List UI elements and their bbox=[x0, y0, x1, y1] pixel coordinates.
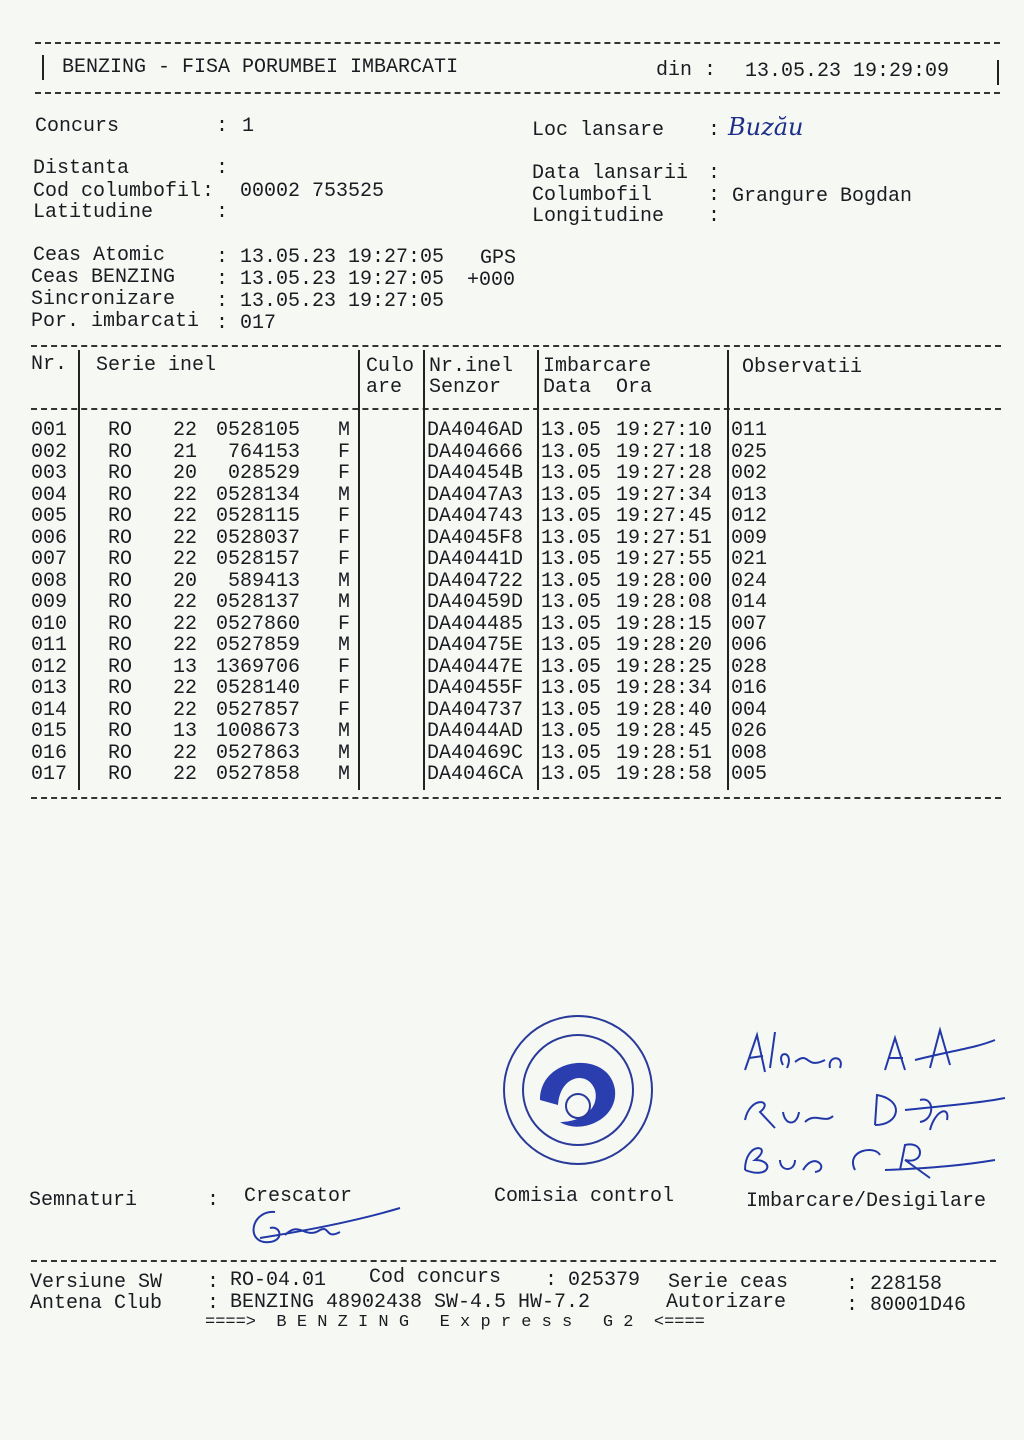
cell-sex: F bbox=[338, 505, 351, 528]
cell-year: 13 bbox=[173, 655, 198, 679]
table-row bbox=[0, 592, 1024, 614]
cell-time: 19:28:58 bbox=[616, 763, 713, 786]
cell-obs: 016 bbox=[731, 677, 768, 700]
cell-obs: 006 bbox=[731, 634, 768, 657]
cell-ring: 0528115 bbox=[215, 505, 300, 528]
header-left-border bbox=[42, 55, 44, 80]
cell-year: 20 bbox=[173, 569, 198, 593]
cell-year: 22 bbox=[173, 483, 198, 507]
colon: : bbox=[708, 184, 721, 207]
cell-year: 13 bbox=[173, 720, 198, 743]
cell-date: 13.05 bbox=[541, 548, 602, 571]
cell-country: RO bbox=[108, 569, 133, 593]
crescator-label: Crescator bbox=[244, 1185, 353, 1208]
cell-nr: 011 bbox=[31, 634, 68, 657]
col-header-data: Data bbox=[543, 376, 592, 399]
cell-obs: 021 bbox=[731, 548, 768, 571]
cell-ring: 0528140 bbox=[215, 677, 300, 700]
cell-senzor: DA404666 bbox=[427, 440, 524, 464]
table-row bbox=[0, 635, 1024, 657]
cell-time: 19:28:08 bbox=[616, 591, 713, 614]
table-row bbox=[0, 485, 1024, 507]
colon: : bbox=[207, 1292, 220, 1315]
footer-border bbox=[31, 1260, 996, 1262]
cell-obs: 005 bbox=[731, 763, 768, 786]
colon: : bbox=[846, 1273, 859, 1296]
cell-year: 22 bbox=[173, 677, 198, 700]
cell-date: 13.05 bbox=[541, 741, 602, 765]
loc-lansare-value: Buzău bbox=[728, 113, 804, 141]
cell-year: 22 bbox=[173, 698, 198, 722]
cell-year: 22 bbox=[173, 505, 198, 528]
cell-senzor: DA40454B bbox=[427, 462, 524, 485]
table-row bbox=[0, 549, 1024, 571]
cell-nr: 003 bbox=[31, 462, 68, 485]
cell-senzor: DA40455F bbox=[427, 677, 524, 700]
table-row bbox=[0, 420, 1024, 442]
cell-ring: 0527858 bbox=[215, 763, 300, 786]
cell-senzor: DA40459D bbox=[427, 591, 524, 614]
cell-nr: 002 bbox=[31, 440, 68, 464]
ceas-benzing-label: Ceas BENZING bbox=[31, 266, 176, 289]
cell-obs: 007 bbox=[731, 612, 768, 636]
cell-date: 13.05 bbox=[541, 655, 602, 679]
cell-obs: 028 bbox=[731, 655, 768, 679]
cell-sex: M bbox=[338, 741, 351, 765]
cell-time: 19:28:00 bbox=[616, 569, 713, 593]
cell-time: 19:27:45 bbox=[616, 505, 713, 528]
cell-time: 19:27:18 bbox=[616, 440, 713, 464]
antena-club-label: Antena Club bbox=[30, 1292, 163, 1315]
cell-year: 20 bbox=[173, 462, 198, 485]
ceas-atomic-label: Ceas Atomic bbox=[33, 244, 166, 267]
col-header-observatii: Observatii bbox=[742, 356, 863, 379]
cell-senzor: DA40469C bbox=[427, 741, 524, 765]
cell-ring: 0528037 bbox=[215, 526, 300, 550]
col-header-senzor: Senzor bbox=[429, 376, 502, 399]
distanta-label: Distanta bbox=[33, 157, 130, 180]
colon: : bbox=[202, 180, 215, 203]
breeder-signature-icon bbox=[240, 1200, 410, 1255]
ceas-benzing-suffix: +000 bbox=[467, 269, 516, 292]
colon: : bbox=[207, 1189, 220, 1212]
serie-ceas-label: Serie ceas bbox=[668, 1271, 789, 1294]
cell-nr: 004 bbox=[31, 483, 68, 507]
colon: : bbox=[216, 268, 229, 291]
cell-nr: 009 bbox=[31, 591, 68, 614]
cell-date: 13.05 bbox=[541, 634, 602, 657]
cell-time: 19:28:20 bbox=[616, 634, 713, 657]
semnaturi-label: Semnaturi bbox=[29, 1189, 138, 1212]
cell-ring: 1369706 bbox=[215, 655, 300, 679]
imbarcare-desigilare-label: Imbarcare/Desigilare bbox=[746, 1190, 987, 1213]
cell-time: 19:28:51 bbox=[616, 741, 713, 765]
autorizare-value: 80001D46 bbox=[870, 1294, 967, 1317]
cell-nr: 010 bbox=[31, 612, 68, 636]
cell-time: 19:28:25 bbox=[616, 655, 713, 679]
cod-columbofil-value: 00002 753525 bbox=[240, 180, 385, 203]
cell-sex: M bbox=[338, 763, 351, 786]
cell-date: 13.05 bbox=[541, 526, 602, 550]
colon: : bbox=[216, 290, 229, 313]
cell-obs: 012 bbox=[731, 505, 768, 528]
table-row bbox=[0, 442, 1024, 464]
cell-nr: 007 bbox=[31, 548, 68, 571]
header-right-border bbox=[997, 60, 999, 85]
cell-ring: 1008673 bbox=[215, 720, 300, 743]
cell-ring: 0528157 bbox=[215, 548, 300, 571]
header-top-border bbox=[35, 42, 1000, 44]
versiune-value: RO-04.01 bbox=[230, 1269, 327, 1292]
cell-sex: F bbox=[338, 548, 351, 571]
cell-country: RO bbox=[108, 720, 133, 743]
latitudine-label: Latitudine bbox=[33, 201, 154, 224]
cell-obs: 011 bbox=[731, 419, 768, 442]
cell-time: 19:27:34 bbox=[616, 483, 713, 507]
colon: : bbox=[708, 162, 721, 185]
cell-nr: 015 bbox=[31, 720, 68, 743]
header-bottom-border bbox=[35, 92, 1000, 94]
colon: : bbox=[216, 246, 229, 269]
cell-obs: 014 bbox=[731, 591, 768, 614]
cell-obs: 002 bbox=[731, 462, 768, 485]
cell-country: RO bbox=[108, 612, 133, 636]
cell-senzor: DA404722 bbox=[427, 569, 524, 593]
cell-time: 19:28:34 bbox=[616, 677, 713, 700]
table-row bbox=[0, 764, 1024, 786]
cell-ring: 0528105 bbox=[215, 419, 300, 442]
table-row bbox=[0, 571, 1024, 593]
serie-ceas-value: 228158 bbox=[870, 1273, 943, 1296]
cell-senzor: DA4047A3 bbox=[427, 483, 524, 507]
table-row bbox=[0, 528, 1024, 550]
din-label: din : bbox=[656, 59, 717, 82]
cell-date: 13.05 bbox=[541, 763, 602, 786]
cell-nr: 016 bbox=[31, 741, 68, 765]
concurs-label: Concurs bbox=[35, 115, 120, 138]
cell-country: RO bbox=[108, 763, 133, 786]
data-lansarii-label: Data lansarii bbox=[532, 162, 689, 185]
cell-nr: 013 bbox=[31, 677, 68, 700]
cell-date: 13.05 bbox=[541, 419, 602, 442]
cell-sex: M bbox=[338, 419, 351, 442]
cell-ring: 0528134 bbox=[215, 483, 300, 507]
cell-senzor: DA40447E bbox=[427, 655, 524, 679]
table-top-border bbox=[31, 345, 1001, 347]
colon: : bbox=[545, 1269, 558, 1292]
cell-ring: 0528137 bbox=[215, 591, 300, 614]
table-header-border bbox=[31, 408, 1001, 410]
ceas-benzing-value: 13.05.23 19:27:05 bbox=[240, 268, 445, 291]
cell-sex: F bbox=[338, 526, 351, 550]
cell-country: RO bbox=[108, 591, 133, 614]
comisia-control-label: Comisia control bbox=[494, 1185, 675, 1208]
cell-nr: 006 bbox=[31, 526, 68, 550]
cell-ring: 0527860 bbox=[215, 612, 300, 636]
table-row bbox=[0, 678, 1024, 700]
columbofil-label: Columbofil bbox=[532, 184, 653, 207]
cell-date: 13.05 bbox=[541, 569, 602, 593]
cell-country: RO bbox=[108, 440, 133, 464]
cell-year: 22 bbox=[173, 741, 198, 765]
cell-senzor: DA4044AD bbox=[427, 720, 524, 743]
cell-country: RO bbox=[108, 634, 133, 657]
colon: : bbox=[846, 1294, 859, 1317]
table-bottom-border bbox=[31, 797, 1001, 799]
cell-nr: 014 bbox=[31, 698, 68, 722]
cell-ring: 028529 bbox=[227, 462, 300, 485]
cell-nr: 017 bbox=[31, 763, 68, 786]
cell-senzor: DA4046CA bbox=[427, 763, 524, 786]
benzing-express-banner: ====> B E N Z I N G E x p r e s s G 2 <==== bbox=[205, 1313, 705, 1332]
cell-obs: 004 bbox=[731, 698, 768, 722]
cell-country: RO bbox=[108, 483, 133, 507]
cell-sex: M bbox=[338, 569, 351, 593]
cell-date: 13.05 bbox=[541, 720, 602, 743]
cell-date: 13.05 bbox=[541, 505, 602, 528]
col-header-ora: Ora bbox=[616, 376, 653, 399]
cell-sex: F bbox=[338, 462, 351, 485]
cell-time: 19:28:45 bbox=[616, 720, 713, 743]
colon: : bbox=[216, 312, 229, 335]
cell-year: 22 bbox=[173, 548, 198, 571]
colon: : bbox=[207, 1271, 220, 1294]
cod-columbofil-label: Cod columbofil bbox=[33, 180, 202, 203]
cell-date: 13.05 bbox=[541, 462, 602, 485]
loc-lansare-label: Loc lansare bbox=[532, 119, 665, 142]
cell-date: 13.05 bbox=[541, 483, 602, 507]
sincronizare-label: Sincronizare bbox=[31, 288, 176, 311]
din-value: 13.05.23 19:29:09 bbox=[745, 60, 950, 83]
cell-obs: 008 bbox=[731, 741, 768, 765]
table-row bbox=[0, 721, 1024, 743]
autorizare-label: Autorizare bbox=[666, 1291, 787, 1314]
cell-ring: 0527857 bbox=[215, 698, 300, 722]
cell-year: 22 bbox=[173, 419, 198, 442]
table-row bbox=[0, 700, 1024, 722]
cell-year: 22 bbox=[173, 763, 198, 786]
col-header-imbarcare: Imbarcare bbox=[543, 355, 652, 378]
cell-senzor: DA4046AD bbox=[427, 419, 524, 442]
table-row bbox=[0, 506, 1024, 528]
cell-obs: 025 bbox=[731, 440, 768, 464]
cell-time: 19:27:55 bbox=[616, 548, 713, 571]
col-header-are: are bbox=[366, 376, 403, 399]
cell-ring: 0527859 bbox=[215, 634, 300, 657]
cell-country: RO bbox=[108, 505, 133, 528]
cell-sex: F bbox=[338, 655, 351, 679]
cell-date: 13.05 bbox=[541, 440, 602, 464]
cell-country: RO bbox=[108, 655, 133, 679]
concurs-value: 1 bbox=[242, 115, 255, 138]
cell-senzor: DA40475E bbox=[427, 634, 524, 657]
cell-sex: M bbox=[338, 591, 351, 614]
cell-year: 22 bbox=[173, 634, 198, 657]
cell-country: RO bbox=[108, 419, 133, 442]
table-row bbox=[0, 614, 1024, 636]
por-imbarcati-label: Por. imbarcati bbox=[31, 310, 200, 333]
ceas-atomic-value: 13.05.23 19:27:05 bbox=[240, 246, 445, 269]
cell-obs: 024 bbox=[731, 569, 768, 593]
col-header-nr: Nr. bbox=[31, 353, 68, 376]
columbofil-value: Grangure Bogdan bbox=[732, 185, 913, 208]
cell-sex: F bbox=[338, 698, 351, 722]
cell-sex: F bbox=[338, 612, 351, 636]
cell-sex: M bbox=[338, 483, 351, 507]
cell-country: RO bbox=[108, 548, 133, 571]
document-title: BENZING - FISA PORUMBEI IMBARCATI bbox=[62, 56, 459, 79]
cell-sex: M bbox=[338, 634, 351, 657]
cell-obs: 013 bbox=[731, 483, 768, 507]
cell-date: 13.05 bbox=[541, 612, 602, 636]
cod-concurs-label: Cod concurs bbox=[369, 1266, 502, 1289]
club-stamp-icon bbox=[500, 1010, 660, 1170]
cell-time: 19:28:15 bbox=[616, 612, 713, 636]
cell-senzor: DA4045F8 bbox=[427, 526, 524, 550]
colon: : bbox=[216, 115, 229, 138]
col-header-nrinel: Nr.inel bbox=[429, 355, 514, 378]
por-imbarcati-value: 017 bbox=[240, 312, 277, 335]
cell-sex: F bbox=[338, 677, 351, 700]
cell-sex: F bbox=[338, 440, 351, 464]
ceas-atomic-suffix: GPS bbox=[480, 247, 517, 270]
table-row bbox=[0, 657, 1024, 679]
colon: : bbox=[708, 119, 721, 142]
cell-country: RO bbox=[108, 741, 133, 765]
cell-obs: 026 bbox=[731, 720, 768, 743]
colon: : bbox=[216, 201, 229, 224]
cell-ring: 0527863 bbox=[215, 741, 300, 765]
colon: : bbox=[216, 157, 229, 180]
cell-time: 19:28:40 bbox=[616, 698, 713, 722]
cell-country: RO bbox=[108, 462, 133, 485]
cell-year: 21 bbox=[173, 440, 198, 464]
cell-nr: 001 bbox=[31, 419, 68, 442]
cod-concurs-value: 025379 bbox=[568, 1269, 641, 1292]
cell-obs: 009 bbox=[731, 526, 768, 550]
cell-nr: 012 bbox=[31, 655, 68, 679]
cell-time: 19:27:28 bbox=[616, 462, 713, 485]
colon: : bbox=[708, 205, 721, 228]
cell-nr: 008 bbox=[31, 569, 68, 593]
cell-senzor: DA404743 bbox=[427, 505, 524, 528]
cell-ring: 589413 bbox=[227, 569, 300, 593]
col-header-serie: Serie inel bbox=[96, 354, 217, 377]
cell-ring: 764153 bbox=[227, 440, 300, 464]
cell-country: RO bbox=[108, 698, 133, 722]
cell-date: 13.05 bbox=[541, 591, 602, 614]
antena-club-value: BENZING 48902438 SW-4.5 HW-7.2 bbox=[230, 1291, 591, 1314]
cell-senzor: DA404737 bbox=[427, 698, 524, 722]
cell-year: 22 bbox=[173, 612, 198, 636]
cell-senzor: DA404485 bbox=[427, 612, 524, 636]
cell-sex: M bbox=[338, 720, 351, 743]
cell-time: 19:27:10 bbox=[616, 419, 713, 442]
cell-year: 22 bbox=[173, 526, 198, 550]
cell-country: RO bbox=[108, 677, 133, 700]
cell-senzor: DA40441D bbox=[427, 548, 524, 571]
col-header-culo: Culo bbox=[366, 355, 415, 378]
table-row bbox=[0, 743, 1024, 765]
cell-nr: 005 bbox=[31, 505, 68, 528]
longitudine-label: Longitudine bbox=[532, 205, 665, 228]
cell-date: 13.05 bbox=[541, 677, 602, 700]
versiune-label: Versiune SW bbox=[30, 1271, 163, 1294]
table-row bbox=[0, 463, 1024, 485]
cell-country: RO bbox=[108, 526, 133, 550]
cell-date: 13.05 bbox=[541, 698, 602, 722]
commission-signatures-icon bbox=[735, 1020, 1015, 1180]
cell-year: 22 bbox=[173, 591, 198, 614]
cell-time: 19:27:51 bbox=[616, 526, 713, 550]
sincronizare-value: 13.05.23 19:27:05 bbox=[240, 290, 445, 313]
